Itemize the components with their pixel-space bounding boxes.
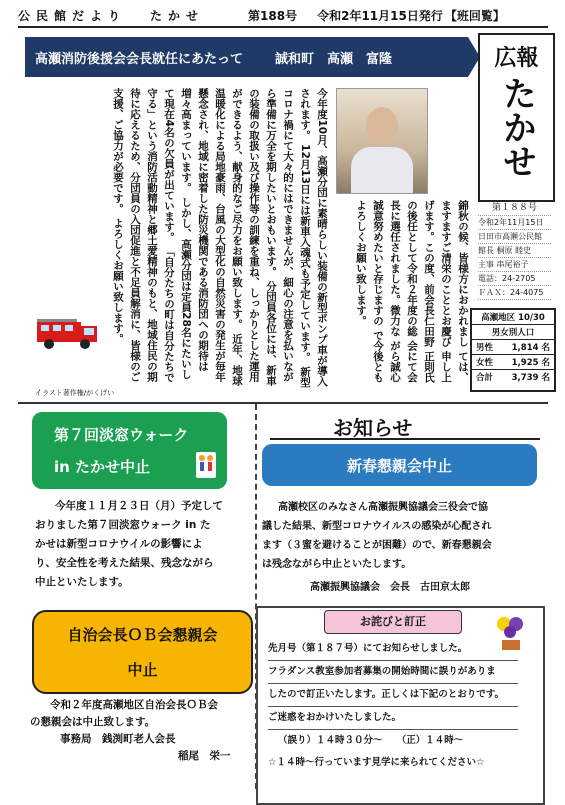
notice-body: 高瀬校区のみなさん高瀬振興協議会三役会で協 議した結果、新型コロナウイルスの感染が心配され ます（３蜜を避けることが困難）ので、新春懇親会 は残念ながら中止といたします。 (262, 502, 492, 570)
issue-number: 第188号 (248, 8, 298, 23)
masthead (478, 33, 555, 202)
masthead-kana: たかせ (496, 76, 537, 178)
circulation-note: 【班回覧】 (444, 8, 505, 23)
article-para: しかし、高瀬分団は定員28名にたいして現在4名の欠員が出ています。 (163, 88, 192, 380)
apology-body: 先月号（第１８７号）にてお知らせしました。 フラダンス教室参加者募集の開始時間に誤りがありま したので訂正いたします。正しくは下記のとおりです。 ご迷惑をおかけいたしました。 （誤り）１４時３０分～ （正）１４時～ ☆１４時～行っています見学に来られてください☆ (268, 638, 518, 774)
notice-heading-underline (270, 438, 540, 440)
article-body-right: 錦秋の候、皆様方におかれまし ては、ますますご清栄のこととお慶び 申し上げます。この度、前会長仁田野 正則氏の後任として令和２年度の総 会にて会長に選任されました。微力な がら誠心誠意努めたいと存じますの で今後ともよろしくお願い致します。 (355, 200, 469, 383)
office-info: 第１８８号 令和2年11月15日 日田市高瀬公民館 館長 桐原 睦史 主事 串尾裕子 電話：24-2705 ＦＡＸ：24-4075 (478, 202, 551, 300)
article-para: 分団員各位には、新車の装備の取扱い及び操作等の訓練を重ね、しっかりとした運用ができるよう、献身的なご尽力をお願い致します。 (231, 88, 277, 386)
ob-body: 令和２年度高瀬地区自治会長ＯＢ会 の懇親会は中止致します。 事務局 銭渕町老人会長 稲尾 栄一 (30, 699, 231, 762)
walk-body: 今年度１１月２３日（月）予定して おりました第７回淡窓ウォーク in た かせは新型コロナウイルの影響によ り、安全性を考えた結果、残念ながら 中止といたします。 (35, 500, 223, 588)
walkers-icon (196, 452, 216, 478)
article-title: 高瀬消防後援会会長就任にあたって (35, 51, 244, 67)
article-para: 12月13日には新車入魂式も予定しています。 (299, 144, 311, 363)
article-para: よろしくお願い致します。 (112, 217, 124, 344)
table-row: 男性 1,814 名 (472, 340, 554, 355)
illustration-credit: イラスト著作権/がくげい (35, 389, 115, 397)
table-row: 女性 1,925 名 (472, 355, 554, 370)
masthead-kanji: 広報 (494, 46, 539, 71)
notice-box: 新春懇親会中止 (262, 444, 537, 486)
section-divider (18, 402, 548, 404)
article-para: 「自分たちの町は自分たちで守る」という消防活動精神と郷土愛精神のもと、地域住民の期待に応えるため、分団員の入団促進と不足員解消に、皆様のご支援、ご協力が必要です。 (112, 88, 175, 383)
top-header (18, 4, 548, 28)
ob-heading-box (32, 610, 253, 694)
article-para: 近年、地球温暖化による局地豪雨、台風の大型化の自然災害の発生が毎年懸念され、地域に密着した防災機関である消防団への期待は増々高まっています。 (180, 88, 243, 386)
walk-heading-line1: 第７回淡窓ウォーク (54, 426, 189, 444)
article-author: 誠和町 高瀬 富隆 (275, 51, 393, 67)
fire-truck-illustration (35, 316, 99, 350)
table-row: 合計 3,739 名 (476, 373, 550, 383)
article-body-left (90, 88, 330, 388)
notice-signature: 高瀬振興協議会 会長 古田京太郎 (310, 582, 470, 593)
walk-heading-line2: in たかせ中止 (54, 458, 151, 476)
population-table: 高瀬地区 10/30 男女別人口 男性 1,814 名 女性 1,925 名 合計 3,739 名 (470, 308, 556, 392)
author-photo (336, 88, 428, 194)
article-para: 今年度10月、高瀬分団に素晴らしい装備の新型ポンプ車が導入されます。 (299, 88, 328, 387)
paper-title: たかせ (150, 8, 205, 23)
issue-date: 令和2年11月15日発行 (317, 8, 443, 23)
ob-heading-line2: 中止 (127, 661, 158, 679)
article-banner (25, 37, 468, 77)
paper-name: 公民館だより (18, 8, 127, 23)
ob-heading-line1: 自治会長ＯＢ会懇親会 (67, 626, 218, 644)
apology-title: お詫びと訂正 (324, 610, 462, 634)
article-para: 新型コロナ禍にて大々的にはできませんが、細心の注意を払いながら準備に万全を期したいとおもいます。 (265, 88, 311, 388)
notice-heading: お知らせ (333, 416, 413, 440)
